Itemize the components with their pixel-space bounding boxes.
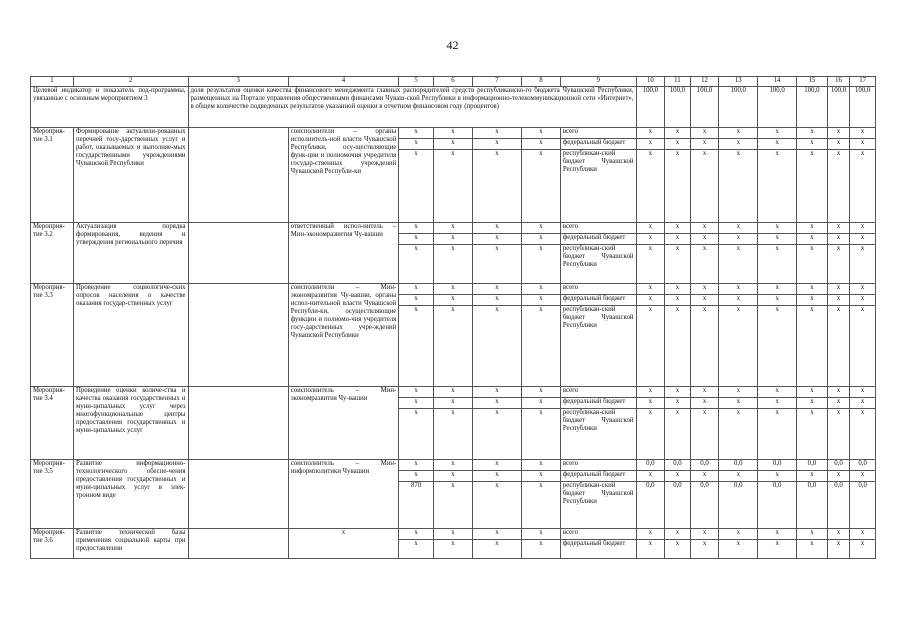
year-value: x (827, 245, 850, 284)
year-value: x (850, 306, 876, 387)
code-cell: x (472, 128, 521, 139)
year-value: 0,0 (690, 482, 719, 529)
year-value: x (758, 234, 797, 245)
year-value: x (719, 295, 758, 306)
code-cell: x (521, 387, 560, 398)
activity-row (31, 460, 876, 471)
year-value: x (665, 387, 691, 398)
code-cell: x (472, 150, 521, 223)
year-value: x (827, 223, 850, 234)
year-value: x (797, 139, 828, 150)
activity-row (31, 529, 876, 540)
activity-id: Мероприя-тие 3.3 (31, 284, 74, 387)
funding-source: республикан-ский бюджет Чувашской Республики (560, 482, 636, 529)
year-value: x (827, 409, 850, 460)
funding-source: всего (560, 284, 636, 295)
year-value: x (827, 128, 850, 139)
year-value: x (665, 306, 691, 387)
code-cell: x (434, 306, 473, 387)
code-cell: x (434, 482, 473, 529)
code-cell: x (472, 306, 521, 387)
code-cell: x (472, 482, 521, 529)
activity-actor: соисполнитель – Мин-экономразвития Чу-вашии (288, 387, 398, 460)
year-value: x (758, 245, 797, 284)
activity-name: Проведение социологиче-ских опросов населения о качестве оказания государ-ственных услуг (73, 284, 188, 387)
year-value: x (797, 540, 828, 559)
year-value: x (636, 245, 665, 284)
year-value: x (665, 139, 691, 150)
year-value: x (850, 139, 876, 150)
funding-source: республикан-ский бюджет Чувашской Республики (560, 306, 636, 387)
year-value: x (797, 234, 828, 245)
activity-id: Мероприя-тие 3.5 (31, 460, 74, 529)
code-cell: x (399, 387, 434, 398)
year-value: x (827, 234, 850, 245)
code-cell: x (472, 540, 521, 559)
year-value: x (797, 529, 828, 540)
indicator-row (31, 87, 876, 128)
code-cell: x (434, 409, 473, 460)
year-value: x (719, 139, 758, 150)
activity-id: Мероприя-тие 3.2 (31, 223, 74, 284)
code-cell: x (434, 139, 473, 150)
year-value: x (690, 295, 719, 306)
code-cell: x (521, 460, 560, 471)
code-cell: x (521, 398, 560, 409)
year-value: x (797, 295, 828, 306)
code-cell: x (472, 398, 521, 409)
year-value: x (797, 245, 828, 284)
activity-name: Развитие информационно-технологического обеспе-чения предоставления государственных и муни-ципальных услуг в элек-тронном виде (73, 460, 188, 529)
year-value: x (690, 471, 719, 482)
year-value: x (719, 223, 758, 234)
code-cell: x (399, 139, 434, 150)
indicator-value: 100,0 (827, 87, 850, 128)
code-cell: x (521, 540, 560, 559)
year-value: x (850, 295, 876, 306)
code-cell: x (521, 529, 560, 540)
year-value: x (719, 529, 758, 540)
year-value: x (636, 471, 665, 482)
year-value: x (719, 387, 758, 398)
year-value: x (850, 223, 876, 234)
year-value: x (690, 398, 719, 409)
column-number: 1 (31, 77, 74, 87)
code-cell: x (472, 387, 521, 398)
year-value: x (690, 245, 719, 284)
year-value: x (850, 234, 876, 245)
funding-source: всего (560, 387, 636, 398)
indicator-text: доля результатов оценки качества финансового менеджмента главных распорядителей средств республиканско-го бюджета Чувашской Республики, размещенных на Портале управления общественными финансами Чуваш-ской Республики в информационно-телекоммуникационной сети «Интернет», в общем количестве подведенных результатов указанной оценки в отчетном финансовом году (процентов) (188, 87, 636, 128)
code-cell: x (472, 409, 521, 460)
code-cell: x (521, 482, 560, 529)
year-value: x (636, 234, 665, 245)
code-cell: x (434, 529, 473, 540)
code-cell: x (472, 529, 521, 540)
year-value: x (719, 284, 758, 295)
code-cell: x (399, 398, 434, 409)
year-value: x (636, 306, 665, 387)
code-cell: x (399, 460, 434, 471)
year-value: x (758, 409, 797, 460)
column-number: 4 (288, 77, 398, 87)
column-number: 12 (690, 77, 719, 87)
year-value: x (665, 398, 691, 409)
year-value: x (758, 398, 797, 409)
code-cell: 870 (399, 482, 434, 529)
code-cell: x (472, 460, 521, 471)
column-number: 13 (719, 77, 758, 87)
year-value: x (719, 471, 758, 482)
year-value: x (719, 128, 758, 139)
code-cell: x (399, 529, 434, 540)
year-value: x (797, 398, 828, 409)
indicator-label: Целевой индикатор и показатель под-программы, увязанные с основным мероприятием 3 (31, 87, 189, 128)
activity-row (31, 128, 876, 139)
column-number: 5 (399, 77, 434, 87)
year-value: x (758, 540, 797, 559)
year-value: x (636, 295, 665, 306)
year-value: x (719, 398, 758, 409)
year-value: x (797, 128, 828, 139)
code-cell: x (521, 409, 560, 460)
year-value: x (636, 398, 665, 409)
year-value: x (690, 223, 719, 234)
year-value: x (758, 387, 797, 398)
year-value: x (827, 295, 850, 306)
indicator-value: 100,0 (758, 87, 797, 128)
year-value: x (665, 540, 691, 559)
year-value: 0,0 (827, 482, 850, 529)
activity-empty-cell (188, 529, 288, 559)
year-value: x (758, 471, 797, 482)
indicator-value: 100,0 (850, 87, 876, 128)
year-value: x (665, 223, 691, 234)
year-value: x (690, 284, 719, 295)
year-value: x (636, 409, 665, 460)
year-value: x (850, 128, 876, 139)
funding-source: федеральный бюджет (560, 234, 636, 245)
column-number: 17 (850, 77, 876, 87)
year-value: x (719, 409, 758, 460)
code-cell: x (521, 295, 560, 306)
code-cell: x (399, 540, 434, 559)
column-number: 3 (188, 77, 288, 87)
year-value: x (690, 409, 719, 460)
year-value: x (719, 150, 758, 223)
year-value: x (827, 284, 850, 295)
code-cell: x (434, 460, 473, 471)
column-numbers-row (31, 77, 876, 87)
code-cell: x (399, 223, 434, 234)
year-value: x (690, 540, 719, 559)
program-table (30, 76, 876, 559)
page-number: 42 (446, 38, 459, 52)
code-cell: x (399, 128, 434, 139)
activity-empty-cell (188, 223, 288, 284)
year-value: x (758, 529, 797, 540)
code-cell: x (472, 139, 521, 150)
year-value: x (665, 471, 691, 482)
year-value: x (827, 150, 850, 223)
year-value: x (665, 150, 691, 223)
column-number: 9 (560, 77, 636, 87)
year-value: x (850, 471, 876, 482)
year-value: x (850, 245, 876, 284)
year-value: x (690, 139, 719, 150)
activity-id: Мероприя-тие 3.1 (31, 128, 74, 223)
year-value: x (827, 306, 850, 387)
funding-source: федеральный бюджет (560, 139, 636, 150)
year-value: x (850, 387, 876, 398)
activity-empty-cell (188, 284, 288, 387)
code-cell: x (434, 128, 473, 139)
year-value: x (636, 284, 665, 295)
year-value: x (827, 387, 850, 398)
code-cell: x (434, 150, 473, 223)
year-value: x (690, 150, 719, 223)
code-cell: x (521, 234, 560, 245)
code-cell: x (472, 245, 521, 284)
year-value: x (758, 284, 797, 295)
activity-row (31, 284, 876, 295)
code-cell: x (521, 306, 560, 387)
year-value: 0,0 (758, 460, 797, 471)
code-cell: x (434, 471, 473, 482)
year-value: 0,0 (827, 460, 850, 471)
year-value: x (758, 139, 797, 150)
year-value: x (827, 540, 850, 559)
year-value: x (665, 245, 691, 284)
year-value: x (719, 540, 758, 559)
column-number: 8 (521, 77, 560, 87)
code-cell: x (521, 471, 560, 482)
column-number: 16 (827, 77, 850, 87)
year-value: x (665, 409, 691, 460)
activity-name: Актуализация порядка формирования, ведения и утверждения регионального перечня (73, 223, 188, 284)
year-value: x (690, 128, 719, 139)
funding-source: федеральный бюджет (560, 540, 636, 559)
year-value: x (690, 529, 719, 540)
year-value: x (797, 387, 828, 398)
year-value: x (636, 387, 665, 398)
year-value: x (797, 150, 828, 223)
year-value: 0,0 (797, 482, 828, 529)
code-cell: x (521, 223, 560, 234)
code-cell: x (472, 471, 521, 482)
year-value: x (665, 284, 691, 295)
activity-id: Мероприя-тие 3.4 (31, 387, 74, 460)
year-value: x (797, 284, 828, 295)
year-value: 0,0 (797, 460, 828, 471)
code-cell: x (399, 295, 434, 306)
code-cell: x (434, 387, 473, 398)
funding-source: республикан-ский бюджет Чувашской Республики (560, 409, 636, 460)
column-number: 15 (797, 77, 828, 87)
indicator-value: 100,0 (636, 87, 665, 128)
year-value: x (665, 529, 691, 540)
activity-empty-cell (188, 128, 288, 223)
year-value: x (850, 284, 876, 295)
year-value: 0,0 (758, 482, 797, 529)
code-cell: x (399, 284, 434, 295)
year-value: x (719, 306, 758, 387)
year-value: x (636, 128, 665, 139)
year-value: x (797, 471, 828, 482)
year-value: 0,0 (850, 460, 876, 471)
code-cell: x (521, 128, 560, 139)
funding-source: республикан-ский бюджет Чувашской Республики (560, 150, 636, 223)
code-cell: x (472, 284, 521, 295)
code-cell: x (521, 284, 560, 295)
year-value: 0,0 (665, 482, 691, 529)
code-cell: x (434, 284, 473, 295)
year-value: x (690, 387, 719, 398)
indicator-value: 100,0 (719, 87, 758, 128)
year-value: x (665, 128, 691, 139)
activity-actor: ответственный испол-нитель – Мин-экономразвития Чу-вашии (288, 223, 398, 284)
funding-source: всего (560, 529, 636, 540)
year-value: x (827, 398, 850, 409)
code-cell: x (399, 306, 434, 387)
column-number: 10 (636, 77, 665, 87)
funding-source: республикан-ский бюджет Чувашской Республики (560, 245, 636, 284)
activity-empty-cell (188, 387, 288, 460)
year-value: 0,0 (719, 482, 758, 529)
year-value: x (719, 234, 758, 245)
year-value: x (690, 234, 719, 245)
year-value: 0,0 (719, 460, 758, 471)
code-cell: x (399, 245, 434, 284)
year-value: x (636, 540, 665, 559)
code-cell: x (434, 234, 473, 245)
year-value: x (827, 529, 850, 540)
year-value: x (850, 150, 876, 223)
year-value: x (850, 409, 876, 460)
year-value: 0,0 (850, 482, 876, 529)
indicator-value: 100,0 (690, 87, 719, 128)
activity-actor: соисполнитель – Мин-информполитики Чувашии (288, 460, 398, 529)
indicator-value: 100,0 (665, 87, 691, 128)
column-number: 2 (73, 77, 188, 87)
code-cell: x (521, 139, 560, 150)
funding-source: всего (560, 128, 636, 139)
year-value: x (758, 295, 797, 306)
year-value: x (827, 139, 850, 150)
activity-actor: x (288, 529, 398, 559)
funding-source: всего (560, 223, 636, 234)
activity-name: Формирование актуализи-рованных перечней госу-дарственных услуг и работ, оказываемых и выполняе-мых государственными учреждениями Чувашской Республики (73, 128, 188, 223)
year-value: 0,0 (636, 482, 665, 529)
activity-row (31, 223, 876, 234)
year-value: 0,0 (690, 460, 719, 471)
code-cell: x (472, 234, 521, 245)
year-value: x (636, 150, 665, 223)
year-value: x (690, 306, 719, 387)
year-value: x (827, 471, 850, 482)
code-cell: x (434, 540, 473, 559)
code-cell: x (399, 234, 434, 245)
year-value: x (797, 223, 828, 234)
year-value: 0,0 (636, 460, 665, 471)
year-value: x (636, 139, 665, 150)
code-cell: x (472, 295, 521, 306)
activity-actor: соисполнители – органы исполнитель-ной власти Чувашской Республики, осу-ществляющие функ-ции и полномочия учредителя государ-ственных учреждений Чувашской Республи-ки (288, 128, 398, 223)
funding-source: федеральный бюджет (560, 398, 636, 409)
code-cell: x (434, 245, 473, 284)
code-cell: x (399, 471, 434, 482)
year-value: x (636, 223, 665, 234)
year-value: 0,0 (665, 460, 691, 471)
year-value: x (758, 150, 797, 223)
year-value: x (850, 529, 876, 540)
column-number: 11 (665, 77, 691, 87)
code-cell: x (434, 295, 473, 306)
year-value: x (797, 306, 828, 387)
funding-source: федеральный бюджет (560, 471, 636, 482)
funding-source: всего (560, 460, 636, 471)
code-cell: x (434, 398, 473, 409)
code-cell: x (399, 150, 434, 223)
year-value: x (850, 540, 876, 559)
funding-source: федеральный бюджет (560, 295, 636, 306)
column-number: 14 (758, 77, 797, 87)
year-value: x (850, 398, 876, 409)
activity-name: Проведение оценки количе-ства и качества оказания государственных и муни-ципальных услуг через многофункциональные центры предоставления государственных и муни-ципальных услуг (73, 387, 188, 460)
year-value: x (665, 295, 691, 306)
column-number: 6 (434, 77, 473, 87)
year-value: x (719, 245, 758, 284)
code-cell: x (521, 150, 560, 223)
activity-name: Развитие технической базы применения социальной карты при предоставлении (73, 529, 188, 559)
year-value: x (758, 306, 797, 387)
code-cell: x (472, 223, 521, 234)
year-value: x (758, 128, 797, 139)
column-number: 7 (472, 77, 521, 87)
indicator-value: 100,0 (797, 87, 828, 128)
activity-empty-cell (188, 460, 288, 529)
activity-actor: соисполнители – Мин-экономразвития Чу-вашии, органы испол-нительной власти Чувашской Республи-ки, осуществляющие функции и полномо-чия учредителя госу-дарственных учре-ждений Чувашской Республики (288, 284, 398, 387)
year-value: x (665, 234, 691, 245)
activity-id: Мероприя-тие 3.6 (31, 529, 74, 559)
year-value: x (636, 529, 665, 540)
code-cell: x (521, 245, 560, 284)
code-cell: x (434, 223, 473, 234)
year-value: x (758, 223, 797, 234)
activity-row (31, 387, 876, 398)
year-value: x (797, 409, 828, 460)
code-cell: x (399, 409, 434, 460)
